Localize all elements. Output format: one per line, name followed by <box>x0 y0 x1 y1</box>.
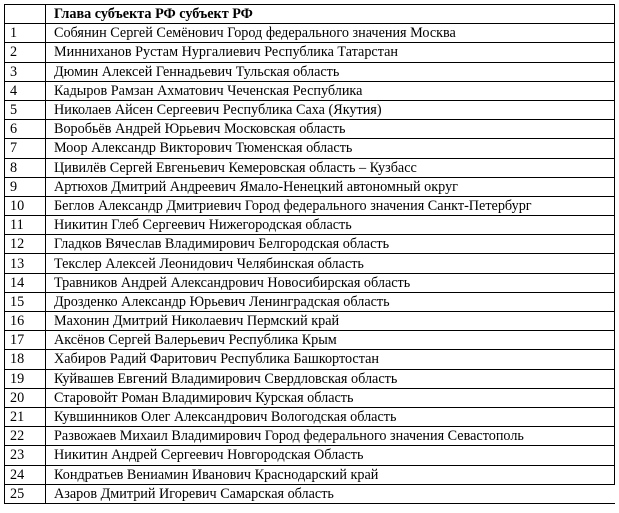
row-number-cell: 1 <box>5 24 46 43</box>
row-number-cell: 14 <box>5 273 46 292</box>
row-number-cell: 22 <box>5 427 46 446</box>
row-number-cell: 13 <box>5 254 46 273</box>
table-row <box>5 350 615 369</box>
row-governor-region-cell: Никитин Глеб Сергеевич Нижегородская область <box>46 216 615 235</box>
table-row <box>5 292 615 311</box>
table-row <box>5 369 615 388</box>
row-number-cell: 10 <box>5 196 46 215</box>
row-governor-region-cell: Развожаев Михаил Владимирович Город федерального значения Севастополь <box>46 427 615 446</box>
row-number-cell: 25 <box>5 484 46 503</box>
table-header-row <box>5 5 615 24</box>
row-governor-region-cell: Никитин Андрей Сергеевич Новгородская Область <box>46 446 615 465</box>
row-number-cell: 4 <box>5 81 46 100</box>
header-title-cell: Глава субъекта РФ субъект РФ <box>46 5 615 24</box>
table-row <box>5 120 615 139</box>
table-row <box>5 177 615 196</box>
table-row <box>5 484 615 503</box>
row-governor-region-cell: Аксёнов Сергей Валерьевич Республика Крым <box>46 331 615 350</box>
row-number-cell: 3 <box>5 62 46 81</box>
row-number-cell: 19 <box>5 369 46 388</box>
row-governor-region-cell: Куйвашев Евгений Владимирович Свердловская область <box>46 369 615 388</box>
row-governor-region-cell: Хабиров Радий Фаритович Республика Башкортостан <box>46 350 615 369</box>
row-governor-region-cell: Артюхов Дмитрий Андреевич Ямало-Ненецкий автономный округ <box>46 177 615 196</box>
row-number-cell: 21 <box>5 407 46 426</box>
row-number-cell: 18 <box>5 350 46 369</box>
governors-table <box>4 4 615 504</box>
row-governor-region-cell: Николаев Айсен Сергеевич Республика Саха (Якутия) <box>46 100 615 119</box>
row-governor-region-cell: Махонин Дмитрий Николаевич Пермский край <box>46 312 615 331</box>
table-row <box>5 158 615 177</box>
document-page <box>4 4 614 504</box>
row-governor-region-cell: Цивилёв Сергей Евгеньевич Кемеровская область – Кузбасс <box>46 158 615 177</box>
row-governor-region-cell: Воробьёв Андрей Юрьевич Московская область <box>46 120 615 139</box>
table-row <box>5 388 615 407</box>
table-row <box>5 465 615 484</box>
table-row <box>5 331 615 350</box>
row-governor-region-cell: Кадыров Рамзан Ахматович Чеченская Республика <box>46 81 615 100</box>
table-row <box>5 312 615 331</box>
row-governor-region-cell: Беглов Александр Дмитриевич Город федерального значения Санкт-Петербург <box>46 196 615 215</box>
table-row <box>5 81 615 100</box>
row-governor-region-cell: Моор Александр Викторович Тюменская область <box>46 139 615 158</box>
row-governor-region-cell: Азаров Дмитрий Игоревич Самарская область <box>46 484 615 503</box>
table-row <box>5 427 615 446</box>
row-governor-region-cell: Кондратьев Вениамин Иванович Краснодарский край <box>46 465 615 484</box>
row-governor-region-cell: Текслер Алексей Леонидович Челябинская область <box>46 254 615 273</box>
row-governor-region-cell: Собянин Сергей Семёнович Город федерального значения Москва <box>46 24 615 43</box>
row-number-cell: 6 <box>5 120 46 139</box>
table-row <box>5 100 615 119</box>
row-number-cell: 8 <box>5 158 46 177</box>
row-governor-region-cell: Минниханов Рустам Нургалиевич Республика Татарстан <box>46 43 615 62</box>
table-row <box>5 235 615 254</box>
row-number-cell: 16 <box>5 312 46 331</box>
row-number-cell: 17 <box>5 331 46 350</box>
row-number-cell: 2 <box>5 43 46 62</box>
row-number-cell: 23 <box>5 446 46 465</box>
row-governor-region-cell: Гладков Вячеслав Владимирович Белгородская область <box>46 235 615 254</box>
row-number-cell: 5 <box>5 100 46 119</box>
row-number-cell: 15 <box>5 292 46 311</box>
row-number-cell: 11 <box>5 216 46 235</box>
table-row <box>5 254 615 273</box>
table-row <box>5 24 615 43</box>
row-governor-region-cell: Старовойт Роман Владимирович Курская область <box>46 388 615 407</box>
table-row <box>5 62 615 81</box>
header-number-cell <box>5 5 46 24</box>
table-row <box>5 196 615 215</box>
row-number-cell: 12 <box>5 235 46 254</box>
row-governor-region-cell: Дюмин Алексей Геннадьевич Тульская область <box>46 62 615 81</box>
table-row <box>5 407 615 426</box>
table-row <box>5 273 615 292</box>
table-row <box>5 139 615 158</box>
row-number-cell: 7 <box>5 139 46 158</box>
row-number-cell: 20 <box>5 388 46 407</box>
table-row <box>5 446 615 465</box>
row-number-cell: 9 <box>5 177 46 196</box>
row-governor-region-cell: Кувшинников Олег Александрович Вологодская область <box>46 407 615 426</box>
table-row <box>5 43 615 62</box>
table-row <box>5 216 615 235</box>
row-governor-region-cell: Дрозденко Александр Юрьевич Ленинградская область <box>46 292 615 311</box>
row-number-cell: 24 <box>5 465 46 484</box>
row-governor-region-cell: Травников Андрей Александрович Новосибирская область <box>46 273 615 292</box>
